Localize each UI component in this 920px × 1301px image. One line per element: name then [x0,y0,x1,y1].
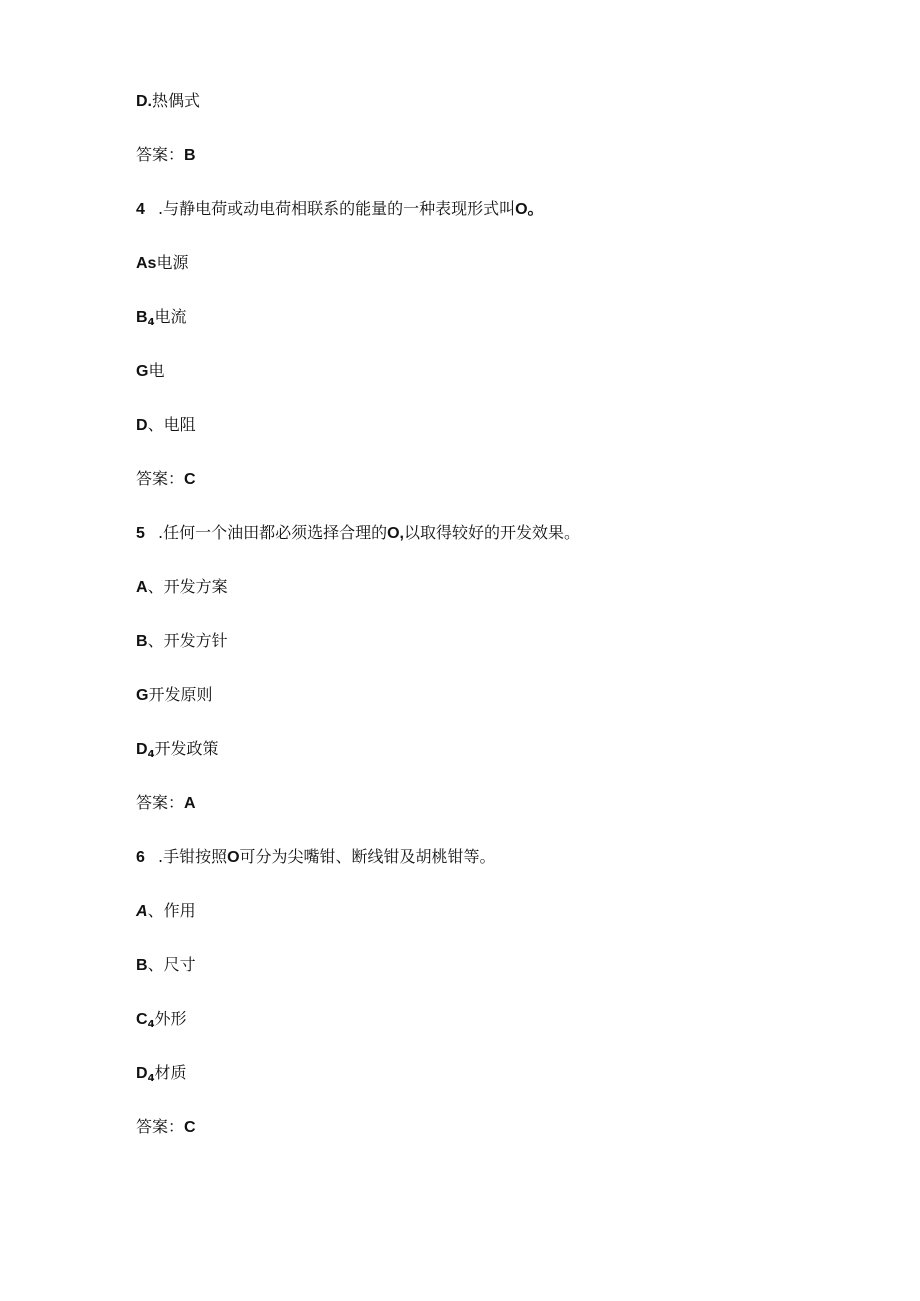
option-text: 电源 [156,253,189,272]
option-text: 、尺寸 [147,955,196,974]
answer-label: 答案： [136,145,185,164]
question-text: .手钳按照 [158,847,228,866]
option-letter: D. [136,93,152,110]
answer-value: C [184,471,196,488]
option-subscript: 4 [147,1073,155,1084]
option-text: 外形 [154,1009,187,1028]
option-b [136,305,187,329]
answer-value: B [184,147,196,164]
answer-line [136,1115,196,1139]
option-c [136,683,212,707]
option-d [136,89,200,113]
answer-label: 答案： [136,793,185,812]
question-text-continued: 以取得较好的开发效果。 [403,523,580,542]
option-a [136,251,188,275]
option-c [136,1007,187,1031]
option-letter: D [136,1065,148,1082]
option-a [136,575,228,599]
question-blank: O, [387,525,404,542]
answer-line [136,791,196,815]
option-subscript: 4 [147,317,155,328]
answer-line [136,143,196,167]
option-b [136,953,196,977]
option-text: 电流 [154,307,187,326]
question-number: 5 [136,525,145,542]
option-letter: B [136,309,148,326]
option-subscript: 4 [147,749,155,760]
option-text: 、开发方案 [147,577,228,596]
question-number: 4 [136,201,145,218]
answer-line [136,467,196,491]
question-text-continued: 可分为尖嘴钳、断线钳及胡桃钳等。 [239,847,496,866]
option-d [136,1061,187,1085]
option-letter: D [136,741,148,758]
option-letter: As [136,255,157,272]
option-text: 、作用 [147,901,196,920]
option-letter: B [136,633,148,650]
answer-value: C [184,1119,196,1136]
answer-label: 答案： [136,1117,185,1136]
option-letter: B [136,957,148,974]
option-letter: C [136,1011,148,1028]
option-d [136,413,196,437]
question-blank: O [227,849,240,866]
option-text: 材质 [154,1063,187,1082]
option-letter: A [136,903,148,920]
question-6 [136,845,496,869]
option-letter: G [136,687,149,704]
option-text: 电 [148,361,165,380]
option-subscript: 4 [147,1019,155,1030]
option-letter: D [136,417,148,434]
question-text: .任何一个油田都必须选择合理的 [158,523,388,542]
answer-value: A [184,795,196,812]
option-a [136,899,196,923]
answer-label: 答案： [136,469,185,488]
option-text: 、电阻 [147,415,196,434]
question-5 [136,521,580,545]
option-c [136,359,164,383]
question-text: .与静电荷或动电荷相联系的能量的一种表现形式叫 [158,199,516,218]
option-text: 开发政策 [154,739,219,758]
question-4 [136,197,544,221]
option-letter: A [136,579,148,596]
option-letter: G [136,363,149,380]
option-text: 热偶式 [152,91,201,110]
question-number: 6 [136,849,145,866]
option-text: 开发原则 [148,685,213,704]
question-blank: O。 [515,201,544,218]
option-b [136,629,228,653]
option-text: 、开发方针 [147,631,228,650]
option-d [136,737,219,761]
